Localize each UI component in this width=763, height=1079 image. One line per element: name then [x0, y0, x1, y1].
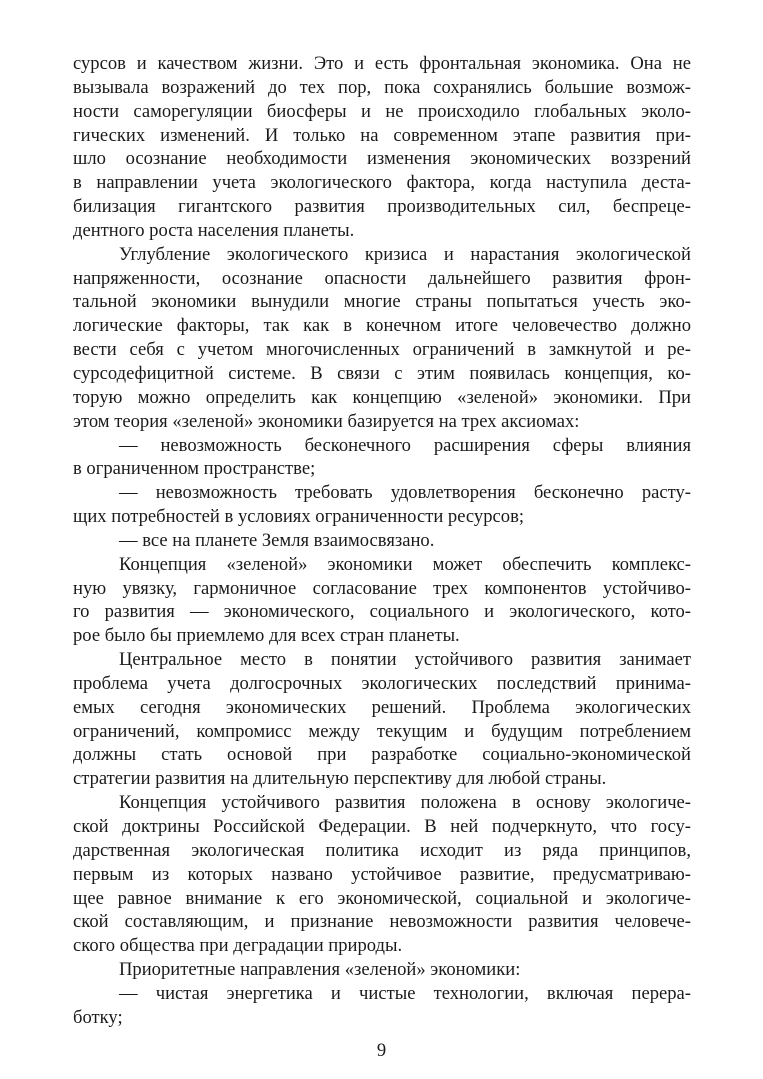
- paragraph: [73, 434, 691, 482]
- text-line: — все на планете Земля взаимосвязано.: [119, 529, 435, 551]
- text-line: проблема учета долгосрочных экологических последствий принима-: [73, 672, 691, 694]
- text-line: ботку;: [73, 1006, 123, 1028]
- text-line: в ограниченном пространстве;: [73, 458, 316, 480]
- text-line: Концепция устойчивого развития положена в основу экологиче-: [119, 792, 691, 814]
- text-line: Центральное место в понятии устойчивого развития занимает: [119, 649, 691, 671]
- text-line: ную увязку, гармоничное согласование трех компонентов устойчиво-: [73, 577, 691, 599]
- text-line: щее равное внимание к его экономической, социальной и экологиче-: [73, 887, 691, 909]
- paragraph: [73, 791, 691, 958]
- text-line: ограничений, компромисс между текущим и будущим потреблением: [73, 720, 691, 742]
- paragraph: [73, 529, 691, 553]
- text-line: — невозможность требовать удовлетворения бесконечно расту-: [119, 482, 691, 504]
- text-line: гических изменений. И только на современном этапе развития при-: [73, 124, 691, 146]
- text-line: напряженности, осознание опасности дальнейшего развития фрон-: [73, 267, 691, 289]
- text-line: стратегии развития на длительную перспективу для любой страны.: [73, 768, 607, 790]
- paragraph: [73, 958, 691, 982]
- text-line: тальной экономики вынудили многие страны попытаться учесть эко-: [73, 291, 691, 313]
- text-line: шло осознание необходимости изменения экономических воззрений: [73, 148, 691, 170]
- text-line: дарственная экологическая политика исходит из ряда принципов,: [73, 839, 691, 861]
- text-line: в направлении учета экологического фактора, когда наступила деста-: [73, 172, 691, 194]
- text-line: го развития — экономического, социального и экологического, кото-: [73, 601, 691, 623]
- text-line: рое было бы приемлемо для всех стран планеты.: [73, 625, 460, 647]
- text-line: ской составляющим, и признание невозможности развития человече-: [73, 911, 691, 933]
- paragraph: [73, 481, 691, 529]
- paragraph: [73, 648, 691, 791]
- text-line: Приоритетные направления «зеленой» экономики:: [119, 959, 521, 981]
- text-line: сурсов и качеством жизни. Это и есть фронтальная экономика. Она не: [73, 53, 691, 74]
- text-line: дентного роста населения планеты.: [73, 219, 355, 241]
- text-line: логические факторы, так как в конечном итоге человечество должно: [73, 315, 691, 337]
- text-line: билизация гигантского развития производительных сил, беспреце-: [73, 196, 691, 218]
- text-line: вызывала возражений до тех пор, пока сохранялись большие возмож-: [73, 76, 691, 98]
- text-line: должны стать основой при разработке социально-экономической: [73, 744, 691, 766]
- text-line: вести себя с учетом многочисленных ограничений в замкнутой и ре-: [73, 339, 691, 361]
- page-number: 9: [376, 1040, 387, 1061]
- paragraph: [73, 52, 691, 243]
- body-text: [73, 52, 691, 1030]
- text-line: Концепция «зеленой» экономики может обеспечить комплекс-: [119, 553, 691, 575]
- text-line: торую можно определить как концепцию «зеленой» экономики. При: [73, 386, 691, 408]
- text-line: Углубление экологического кризиса и нарастания экологической: [119, 243, 691, 265]
- text-line: емых сегодня экономических решений. Проблема экологических: [73, 696, 691, 718]
- text-line: сурсодефицитной системе. В связи с этим появилась концепция, ко-: [73, 362, 691, 384]
- paragraph: [73, 243, 691, 434]
- text-line: ского общества при деградации природы.: [73, 935, 403, 957]
- text-line: — невозможность бесконечного расширения сферы влияния: [119, 434, 691, 456]
- text-line: ской доктрины Российской Федерации. В ней подчеркнуто, что госу-: [73, 816, 691, 837]
- text-line: — чистая энергетика и чистые технологии, включая перера-: [119, 982, 691, 1004]
- paragraph: [73, 982, 691, 1030]
- text-line: ности саморегуляции биосферы и не происходило глобальных эколо-: [73, 100, 691, 122]
- paragraph: [73, 553, 691, 648]
- text-line: щих потребностей в условиях ограниченности ресурсов;: [73, 506, 525, 528]
- text-line: этом теория «зеленой» экономики базируется на трех аксиомах:: [73, 410, 580, 432]
- text-line: первым из которых названо устойчивое развитие, предусматриваю-: [73, 863, 691, 885]
